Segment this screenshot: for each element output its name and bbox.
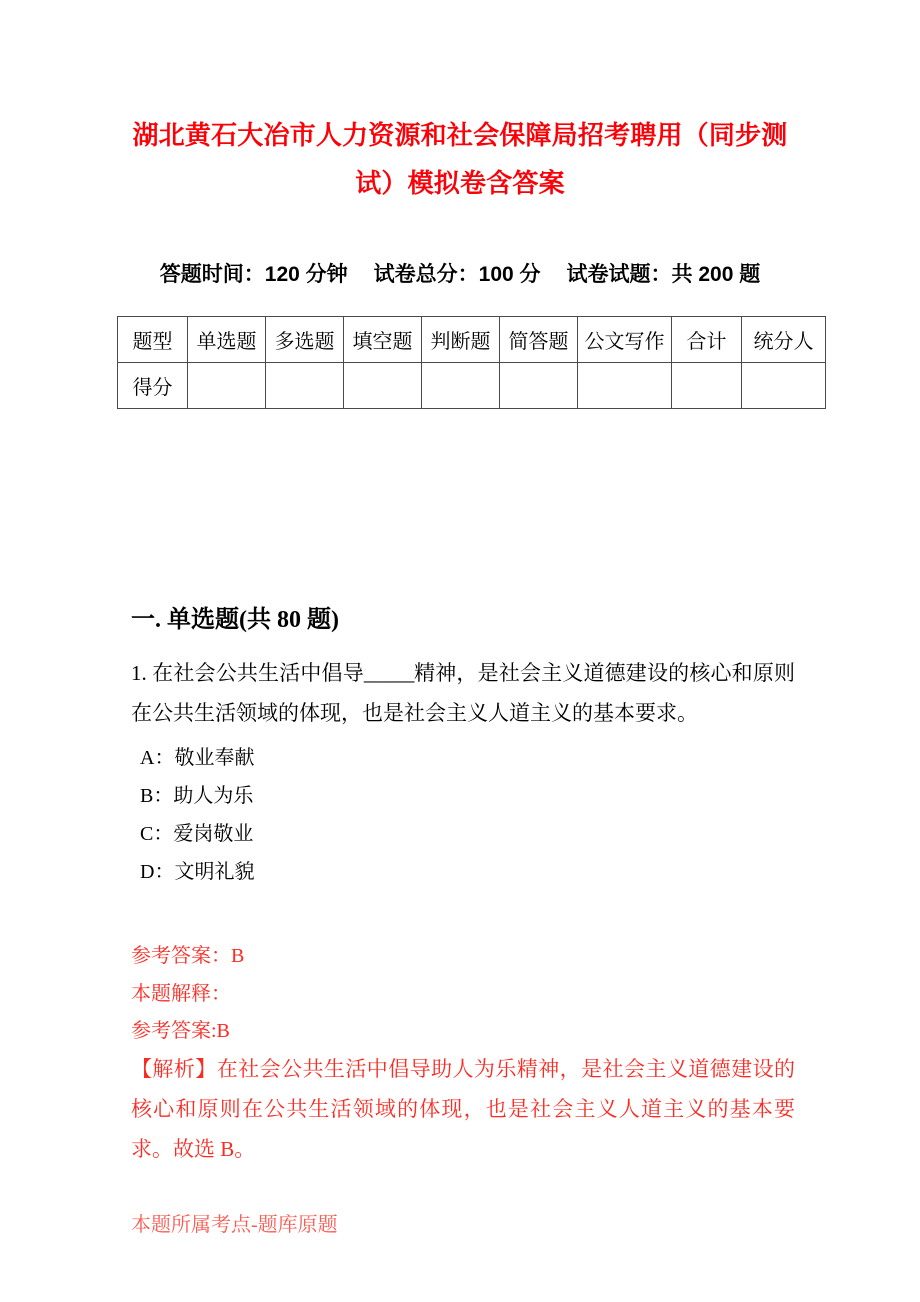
table-header-cell: 填空题 — [344, 317, 422, 363]
table-header-cell: 题型 — [118, 317, 188, 363]
reference-answer-label: 参考答案：B — [131, 945, 245, 967]
score-cell[interactable] — [500, 363, 578, 409]
score-table — [117, 316, 826, 409]
option-c-key: C： — [140, 823, 174, 845]
option-d-key: D： — [140, 861, 175, 883]
score-cell[interactable] — [742, 363, 826, 409]
table-header-cell: 统分人 — [742, 317, 826, 363]
question-stem — [0, 653, 920, 733]
answer-explanation-block — [0, 891, 920, 1243]
section-heading-single-choice: 一. 单选题(共 80 题) — [131, 607, 339, 633]
option-d-text: 文明礼貌 — [174, 861, 255, 883]
score-cell[interactable] — [422, 363, 500, 409]
table-header-cell: 多选题 — [266, 317, 344, 363]
option-a[interactable] — [140, 739, 920, 777]
table-header-cell: 合计 — [672, 317, 742, 363]
option-c[interactable] — [140, 815, 920, 853]
table-header-cell: 简答题 — [500, 317, 578, 363]
score-cell[interactable] — [188, 363, 266, 409]
explanation-label: 本题解释： — [131, 983, 231, 1005]
score-table-container — [0, 290, 920, 409]
question-block-1 — [0, 637, 920, 1243]
reference-answer-repeat: 参考答案:B — [131, 1020, 230, 1042]
option-a-text: 敬业奉献 — [174, 747, 255, 769]
exam-duration-label: 答题时间：120 分钟 — [159, 263, 348, 286]
score-cell[interactable] — [266, 363, 344, 409]
question-stem-part1: 1. 在社会公共生活中倡导 — [131, 661, 364, 685]
option-b-text: 助人为乐 — [173, 785, 254, 807]
table-header-cell: 单选题 — [188, 317, 266, 363]
page-title: 湖北黄石大冶市人力资源和社会保障局招考聘用（同步测试）模拟卷含答案 — [132, 121, 788, 198]
exam-total-score-label: 试卷总分：100 分 — [373, 263, 541, 286]
option-b[interactable] — [140, 777, 920, 815]
table-row — [118, 363, 826, 409]
option-d[interactable] — [140, 853, 920, 891]
table-row-label: 得分 — [118, 363, 188, 409]
score-cell[interactable] — [672, 363, 742, 409]
score-cell[interactable] — [578, 363, 672, 409]
option-b-key: B： — [140, 785, 174, 807]
option-list — [0, 733, 920, 891]
table-header-cell: 公文写作 — [578, 317, 672, 363]
knowledge-point-note: 本题所属考点-题库原题 — [131, 1214, 338, 1236]
exam-meta-line — [0, 208, 920, 290]
table-header-cell: 判断题 — [422, 317, 500, 363]
option-a-key: A： — [140, 747, 175, 769]
answer-blank: _____ — [363, 661, 414, 685]
table-row-headers — [118, 317, 826, 363]
question-stem-part2: 精神，是社会主义道德建设的核心和原则在公共生活领域的体现，也是社会主义人道主义的基本要求。 — [131, 661, 796, 725]
exam-question-count-label: 试卷试题：共 200 题 — [566, 263, 761, 286]
score-cell[interactable] — [344, 363, 422, 409]
explanation-text: 【解析】在社会公共生活中倡导助人为乐精神，是社会主义道德建设的核心和原则在公共生活领域的体现，也是社会主义人道主义的基本要求。故选 B。 — [131, 1057, 795, 1161]
option-c-text: 爱岗敬业 — [173, 823, 254, 845]
